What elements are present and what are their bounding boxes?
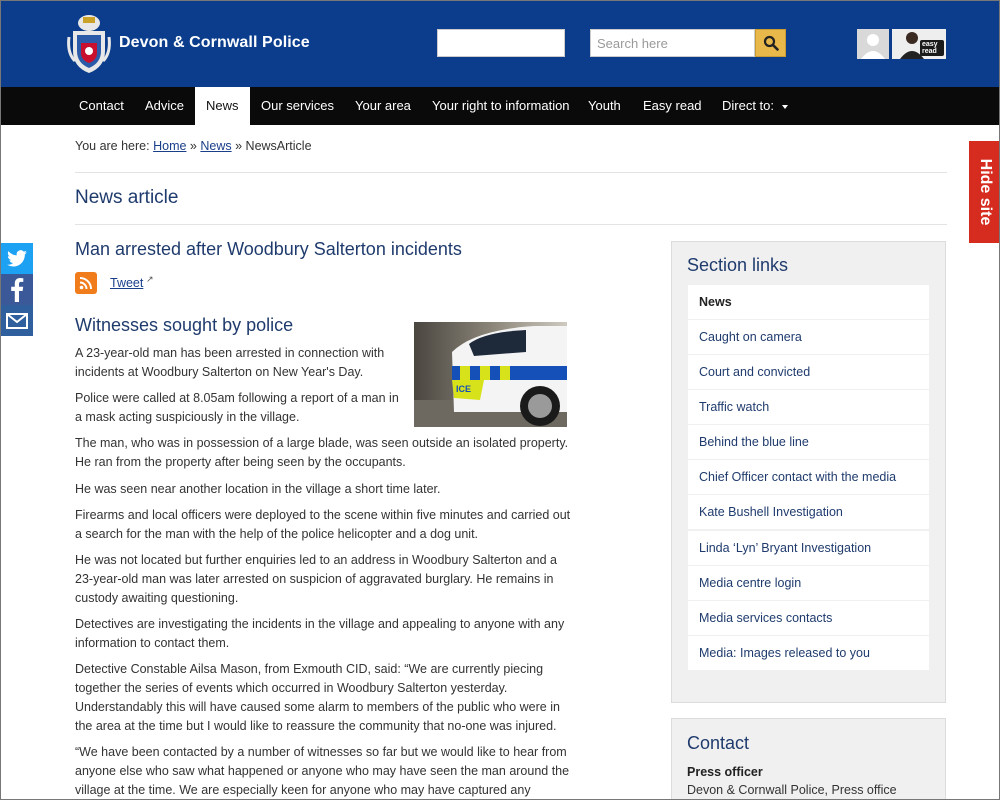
sidebar-link-court-and-convicted[interactable]: Court and convicted bbox=[688, 355, 929, 389]
caret-down-icon bbox=[782, 105, 788, 109]
brand-name[interactable]: Devon & Cornwall Police bbox=[119, 34, 310, 51]
breadcrumb-sep: » bbox=[235, 139, 243, 153]
article-paragraph: Police were called at 8.05am following a report of a man in a mask acting suspiciously in the village. bbox=[75, 391, 399, 424]
nav-your-area[interactable]: Your area bbox=[355, 98, 411, 113]
contact-title: Contact bbox=[687, 733, 750, 753]
article-paragraph: He was seen near another location in the village a short time later. bbox=[75, 482, 441, 496]
article-paragraph: Firearms and local officers were deployed to the scene within five minutes and carried out a search for the man with the help of the police helicopter and a dog unit. bbox=[75, 508, 571, 541]
site-header bbox=[1, 1, 1000, 87]
article-title: Man arrested after Woodbury Salterton incidents bbox=[75, 239, 462, 259]
sidebar-link-linda-bryant[interactable]: Linda ‘Lyn’ Bryant Investigation bbox=[688, 531, 929, 565]
search-icon bbox=[763, 35, 779, 51]
nav-direct-to[interactable] bbox=[711, 87, 799, 125]
share-email-button[interactable] bbox=[1, 305, 33, 336]
divider bbox=[75, 224, 947, 225]
main-nav bbox=[1, 87, 1000, 125]
breadcrumb-current: NewsArticle bbox=[245, 139, 312, 153]
nav-youth[interactable]: Youth bbox=[588, 98, 621, 113]
section-links-title: Section links bbox=[687, 255, 789, 275]
breadcrumb-news[interactable]: News bbox=[200, 139, 232, 153]
breadcrumb-sep: » bbox=[189, 139, 197, 153]
article-paragraph: A 23-year-old man has been arrested in connection with incidents at Woodbury Salterton on New Year's Day. bbox=[75, 346, 385, 379]
sidebar-link-media-centre-login[interactable]: Media centre login bbox=[688, 566, 929, 600]
nav-easy-read[interactable]: Easy read bbox=[643, 98, 702, 113]
sidebar-link-chief-officer-contact[interactable]: Chief Officer contact with the media bbox=[688, 460, 929, 494]
nav-right-to-information[interactable]: Your right to information bbox=[432, 98, 570, 113]
search-button[interactable] bbox=[755, 29, 786, 57]
easy-read-link[interactable] bbox=[892, 29, 946, 59]
facebook-icon bbox=[10, 278, 24, 302]
police-crest-logo[interactable] bbox=[67, 13, 111, 75]
article-paragraph: He was not located but further enquiries led to an address in Woodbury Salterton and a 23-year-old man was later arrested on suspicion of aggravated burglary. He remains in custody awaiting questioning. bbox=[75, 553, 558, 605]
contact-value: Devon & Cornwall Police, Press office bbox=[687, 783, 897, 797]
hide-site-button[interactable] bbox=[969, 141, 1000, 243]
sidebar-link-media-images[interactable]: Media: Images released to you bbox=[688, 636, 929, 670]
article-paragraph: Detectives are investigating the incidents in the village and appealing to anyone with any information to contact them. bbox=[75, 617, 565, 650]
article-paragraph: The man, who was in possession of a large blade, was seen outside an isolated property. He ran from the property after being seen by the occupants. bbox=[75, 436, 569, 469]
car-livery-text: ICE bbox=[456, 384, 472, 394]
breadcrumb-home[interactable]: Home bbox=[153, 139, 187, 153]
sidebar-link-kate-bushell[interactable]: Kate Bushell Investigation bbox=[688, 495, 929, 529]
nav-news[interactable]: News bbox=[195, 87, 250, 125]
sidebar-link-caught-on-camera[interactable]: Caught on camera bbox=[688, 320, 929, 354]
page-title: News article bbox=[75, 187, 179, 208]
tweet-link[interactable]: Tweet bbox=[110, 276, 144, 290]
easy-read-label: easy read bbox=[922, 41, 938, 55]
share-twitter-button[interactable] bbox=[1, 243, 33, 274]
avatar-icon[interactable] bbox=[857, 29, 889, 59]
police-car-photo bbox=[414, 322, 567, 427]
divider bbox=[75, 172, 947, 173]
twitter-icon bbox=[6, 250, 28, 268]
sidebar-link-behind-the-blue-line[interactable]: Behind the blue line bbox=[688, 425, 929, 459]
breadcrumb-prefix: You are here: bbox=[75, 139, 150, 153]
header-blank-field[interactable] bbox=[437, 29, 565, 57]
sidebar-link-traffic-watch[interactable]: Traffic watch bbox=[688, 390, 929, 424]
nav-our-services[interactable]: Our services bbox=[261, 98, 334, 113]
sidebar-link-news[interactable]: News bbox=[688, 285, 929, 319]
breadcrumb bbox=[75, 139, 312, 153]
nav-contact[interactable]: Contact bbox=[79, 98, 124, 113]
nav-advice[interactable]: Advice bbox=[145, 98, 185, 113]
rss-icon bbox=[79, 276, 93, 290]
search-input[interactable] bbox=[590, 29, 755, 57]
article-subheading: Witnesses sought by police bbox=[75, 315, 294, 335]
article-paragraph: “We have been contacted by a number of witnesses so far but we would like to hear from anyone else who saw what happened or anyone who may have seen the man around the village at the time. We are especially keen for anyone who may have captured any bbox=[75, 745, 570, 797]
contact-label: Press officer bbox=[687, 765, 763, 779]
hide-site-label: Hide site bbox=[977, 158, 994, 226]
external-link-icon: ↗ bbox=[146, 274, 154, 284]
email-icon bbox=[6, 313, 28, 329]
share-facebook-button[interactable] bbox=[1, 274, 33, 305]
nav-direct-to-label: Direct to: bbox=[722, 98, 775, 113]
sidebar-link-media-services-contacts[interactable]: Media services contacts bbox=[688, 601, 929, 635]
rss-feed-button[interactable] bbox=[75, 272, 97, 294]
article-paragraph: Detective Constable Ailsa Mason, from Exmouth CID, said: “We are currently piecing together the series of events which occurred in Woodbury Salterton yesterday. Understandably this will have caused some alarm to members of the public who were in the area at the time but I would like to reassure the community that no-one was injured. bbox=[75, 662, 560, 733]
